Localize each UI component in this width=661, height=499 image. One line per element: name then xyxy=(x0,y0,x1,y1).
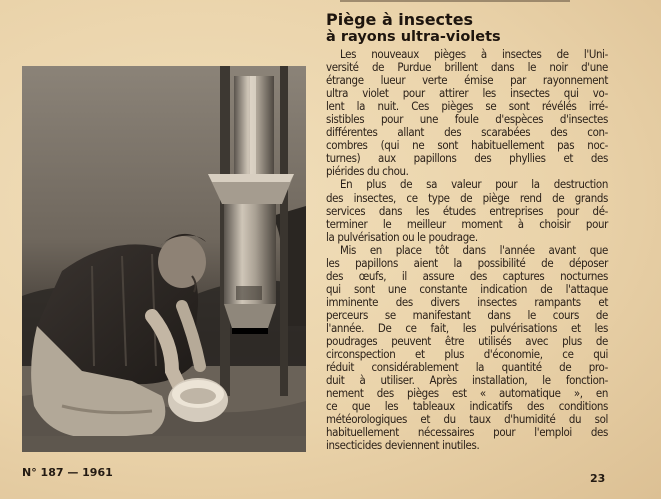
text-line: combres (qui ne sont habituellement pas noc- xyxy=(326,138,608,153)
text-line: météorologiques et du taux d'humidité du sol xyxy=(326,412,608,427)
text-line: habituellement nécessaires pour l'emploi des xyxy=(326,425,608,440)
text-line: imminente des divers insectes rampants et xyxy=(326,294,608,309)
text-line: la pulvérisation ou le poudrage. xyxy=(326,229,478,244)
text-line: terminer le meilleur moment à choisir pour xyxy=(326,216,608,231)
text-line: étrange lueur verte émise par rayonnement xyxy=(326,73,608,88)
article-title xyxy=(326,10,616,46)
text-line: services dans les études entreprises pour dé- xyxy=(326,203,608,218)
issue-number: N° 187 — 1961 xyxy=(22,466,113,479)
title-line-2: à rayons ultra-violets xyxy=(326,29,501,45)
text-line: nement des pièges est « automatique », en xyxy=(326,386,608,401)
text-line: versité de Purdue brillent dans le noir d'une xyxy=(326,60,608,75)
text-line: circonspection et plus d'économie, ce qui xyxy=(326,347,608,362)
text-line: l'année. De ce fait, les pulvérisations et les xyxy=(326,320,608,335)
text-line: turnes) aux papillons des phyllies et des xyxy=(326,151,608,166)
text-line: ce que les tableaux indicatifs des conditions xyxy=(326,399,608,414)
article-photo xyxy=(22,66,306,452)
page-number: 23 xyxy=(590,472,606,485)
text-line: différentes allant des scarabées des con- xyxy=(326,125,608,140)
text-line: des œufs, il assure des captures nocturnes xyxy=(326,268,608,283)
text-line: lent la nuit. Ces pièges se sont révélés irré- xyxy=(326,99,608,114)
text-line: réduit considérablement la quantité de pro- xyxy=(326,360,608,375)
text-line: duit à utiliser. Après installation, le fonction- xyxy=(326,373,608,388)
text-line: Les nouveaux pièges à insectes de l'Uni- xyxy=(340,47,608,61)
text-line: insecticides deviennent inutiles. xyxy=(326,438,480,453)
cut-off-previous-text xyxy=(340,0,590,4)
text-line: qui sont une constante indication de l'attaque xyxy=(326,281,608,296)
text-line: piérides du chou. xyxy=(326,164,409,179)
text-line: les papillons aient la possibilité de déposer xyxy=(326,255,608,270)
text-line: Mis en place tôt dans l'année avant que xyxy=(340,242,608,257)
text-line: ultra violet pour attirer les insectes qui vo- xyxy=(326,86,608,101)
text-line: des insectes, ce type de piège rend de grands xyxy=(326,190,608,205)
photo-man-insect-trap-icon xyxy=(22,66,306,452)
text-line: perceurs se manifestant dans le cours de xyxy=(326,307,608,322)
text-line: poudrages peuvent être utilisés avec plus de xyxy=(326,334,608,349)
title-line-1: Piège à insectes xyxy=(326,10,474,29)
text-line: sistibles pour une foule d'espèces d'insectes xyxy=(326,112,608,127)
article-body xyxy=(326,48,608,452)
text-line: En plus de sa valeur pour la destruction xyxy=(340,177,608,192)
